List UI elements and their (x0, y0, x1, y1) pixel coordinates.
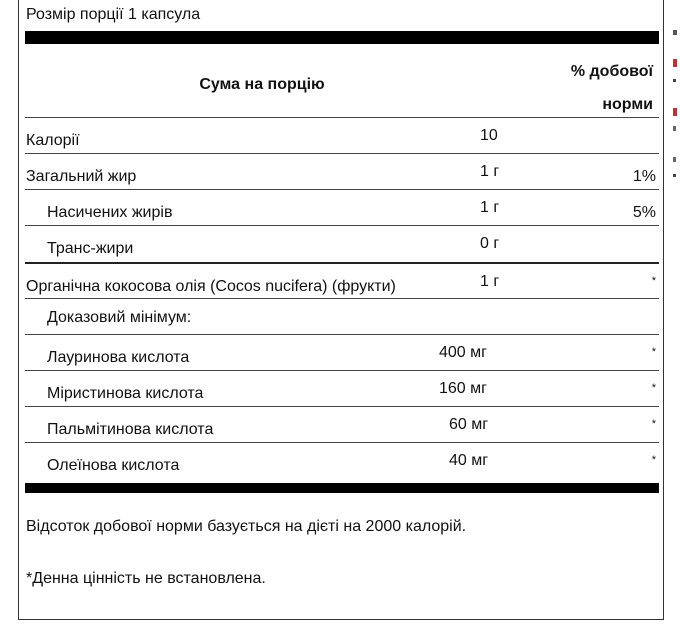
nutrient-name: Насичених жирів (47, 204, 173, 221)
nutrient-name: Транс-жири (47, 240, 134, 257)
nutrient-row-calories (25, 117, 659, 153)
daily-value-header-line2: норми (602, 96, 653, 113)
supplement-facts-panel (18, 0, 664, 620)
amount-per-serving-header: Сума на порцію (199, 76, 325, 93)
cropped-edge-fragment (673, 30, 680, 177)
ingredient-name: Олеїнова кислота (47, 457, 180, 474)
ingredient-row-minimum-label (25, 298, 659, 334)
daily-value-header-line1: % добової (570, 63, 653, 80)
footnote-daily-value-basis: Відсоток добової норми базується на дієті на 2000 калорій. (26, 518, 467, 535)
nutrient-amount: 1 г (480, 199, 500, 216)
daily-value-header (513, 55, 653, 121)
top-divider (25, 31, 659, 44)
daily-value-not-established-mark: * (651, 454, 656, 466)
bottom-divider (25, 483, 659, 493)
ingredient-amount: 60 мг (449, 416, 489, 433)
ingredient-name: Міристинова кислота (47, 385, 204, 402)
ingredient-amount: 40 мг (449, 452, 489, 469)
daily-value-not-established-mark: * (651, 346, 656, 358)
ingredient-row-coconut-oil (25, 262, 659, 298)
ingredient-row-lauric-acid (25, 334, 659, 370)
nutrient-name: Загальний жир (26, 168, 137, 185)
footnote-not-established: *Денна цінність не встановлена. (26, 570, 266, 587)
nutrient-daily-value: 1% (632, 168, 656, 185)
ingredient-name: Пальмітинова кислота (47, 421, 214, 438)
ingredient-name: Органічна кокосова олія (Cocos nucifera) (фрукти) (26, 278, 396, 295)
daily-value-not-established-mark: * (651, 382, 656, 394)
ingredient-amount: 160 мг (439, 380, 487, 397)
ingredient-row-myristic-acid (25, 370, 659, 406)
daily-value-not-established-mark: * (651, 418, 656, 430)
ingredient-name: Доказовий мінімум: (47, 309, 192, 326)
ingredient-amount: 1 г (480, 273, 500, 290)
nutrient-row-trans-fat (25, 225, 659, 261)
daily-value-not-established-mark: * (651, 275, 656, 287)
nutrient-amount: 0 г (480, 235, 500, 252)
nutrient-daily-value: 5% (632, 204, 656, 221)
nutrient-amount: 1 г (480, 163, 500, 180)
nutrient-name: Калорії (26, 132, 80, 149)
ingredient-row-oleic-acid (25, 442, 659, 483)
nutrient-row-saturated-fat (25, 189, 659, 225)
ingredient-name: Лауринова кислота (47, 349, 190, 366)
ingredient-row-palmitic-acid (25, 406, 659, 442)
nutrient-amount: 10 (480, 127, 498, 144)
serving-size: Розмір порції 1 капсула (26, 6, 201, 23)
ingredient-amount: 400 мг (439, 344, 487, 361)
nutrient-row-total-fat (25, 153, 659, 189)
